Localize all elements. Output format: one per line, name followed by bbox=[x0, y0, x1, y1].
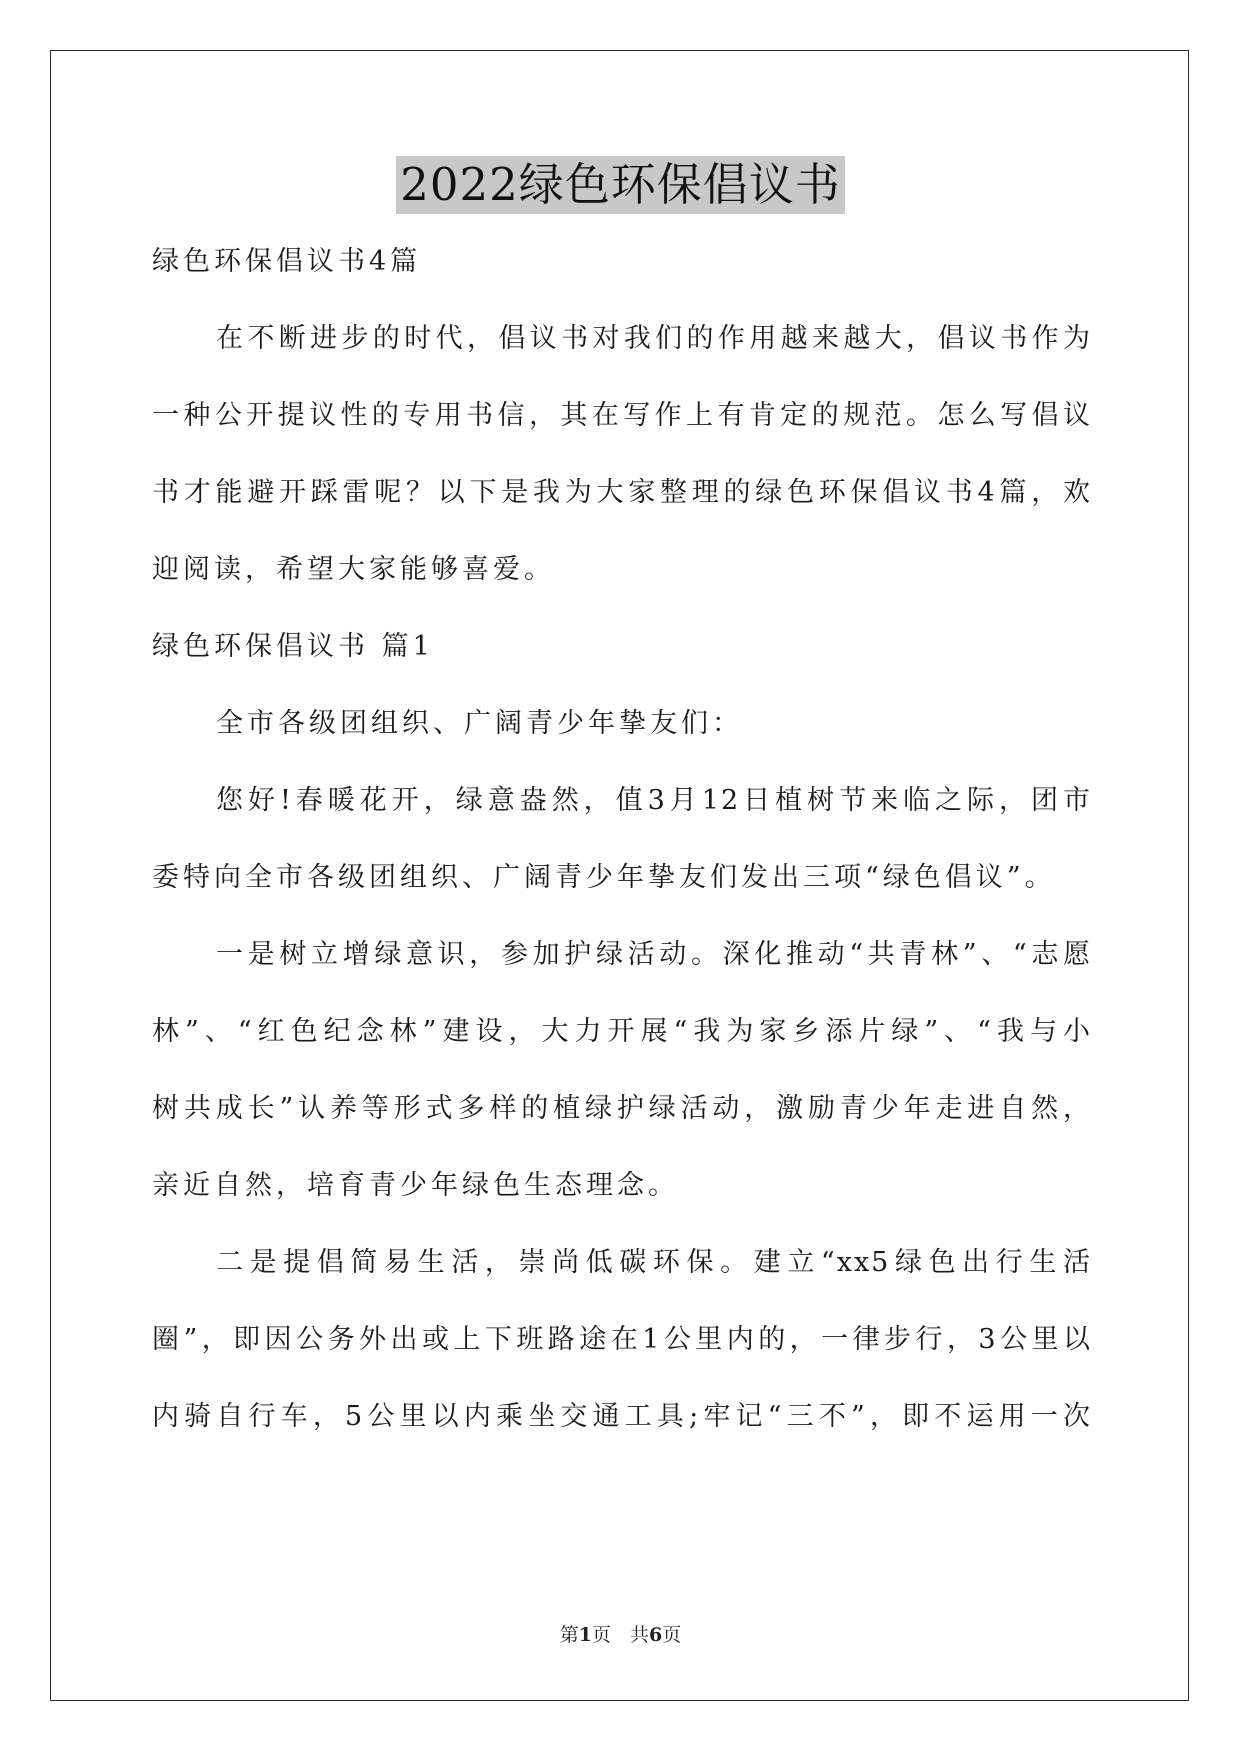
text-line: 亲近自然，培育青少年绿色生态理念。 bbox=[152, 1170, 679, 1201]
text-line: 林”、“红色纪念林”建设，大力开展“我为家乡添片绿”、“我与小 bbox=[152, 1016, 1092, 1047]
text-line: 树共成长”认养等形式多样的植绿护绿活动，激励青少年走进自然， bbox=[152, 1093, 1092, 1124]
text-line: 一种公开提议性的专用书信，其在写作上有肯定的规范。怎么写倡议 bbox=[152, 400, 1092, 431]
page-mid: 页 共 bbox=[591, 1624, 649, 1646]
document-title: 2022绿色环保倡议书 bbox=[396, 156, 845, 214]
page-total: 6 bbox=[649, 1624, 663, 1646]
page-suffix: 页 bbox=[662, 1624, 682, 1646]
text-line: 内骑自行车，5公里以内乘坐交通工具;牢记“三不”，即不运用一次 bbox=[152, 1401, 1092, 1432]
text-line: 全市各级团组织、广阔青少年挚友们： bbox=[216, 708, 743, 739]
text-line: 绿色环保倡议书4篇 bbox=[152, 246, 422, 277]
text-line: 绿色环保倡议书 篇1 bbox=[152, 631, 434, 662]
page-prefix: 第 bbox=[559, 1624, 579, 1646]
text-line: 圈”，即因公务外出或上下班路途在1公里内的，一律步行，3公里以 bbox=[152, 1324, 1092, 1355]
text-line: 一是树立增绿意识，参加护绿活动。深化推动“共青林”、“志愿 bbox=[216, 939, 1092, 970]
text-line: 书才能避开踩雷呢？以下是我为大家整理的绿色环保倡议书4篇，欢 bbox=[152, 477, 1092, 508]
page-footer bbox=[0, 1620, 1241, 1647]
text-line: 迎阅读，希望大家能够喜爱。 bbox=[152, 554, 555, 585]
text-line: 在不断进步的时代，倡议书对我们的作用越来越大，倡议书作为 bbox=[216, 323, 1092, 354]
text-line: 委特向全市各级团组织、广阔青少年挚友们发出三项“绿色倡议”。 bbox=[152, 862, 1056, 893]
text-line: 二是提倡简易生活，崇尚低碳环保。建立“xx5绿色出行生活 bbox=[216, 1247, 1092, 1278]
title-container bbox=[0, 156, 1241, 214]
page-current: 1 bbox=[578, 1624, 592, 1646]
document-body bbox=[152, 240, 1092, 1472]
text-line: 您好!春暖花开，绿意盎然，值3月12日植树节来临之际，团市 bbox=[216, 785, 1092, 816]
